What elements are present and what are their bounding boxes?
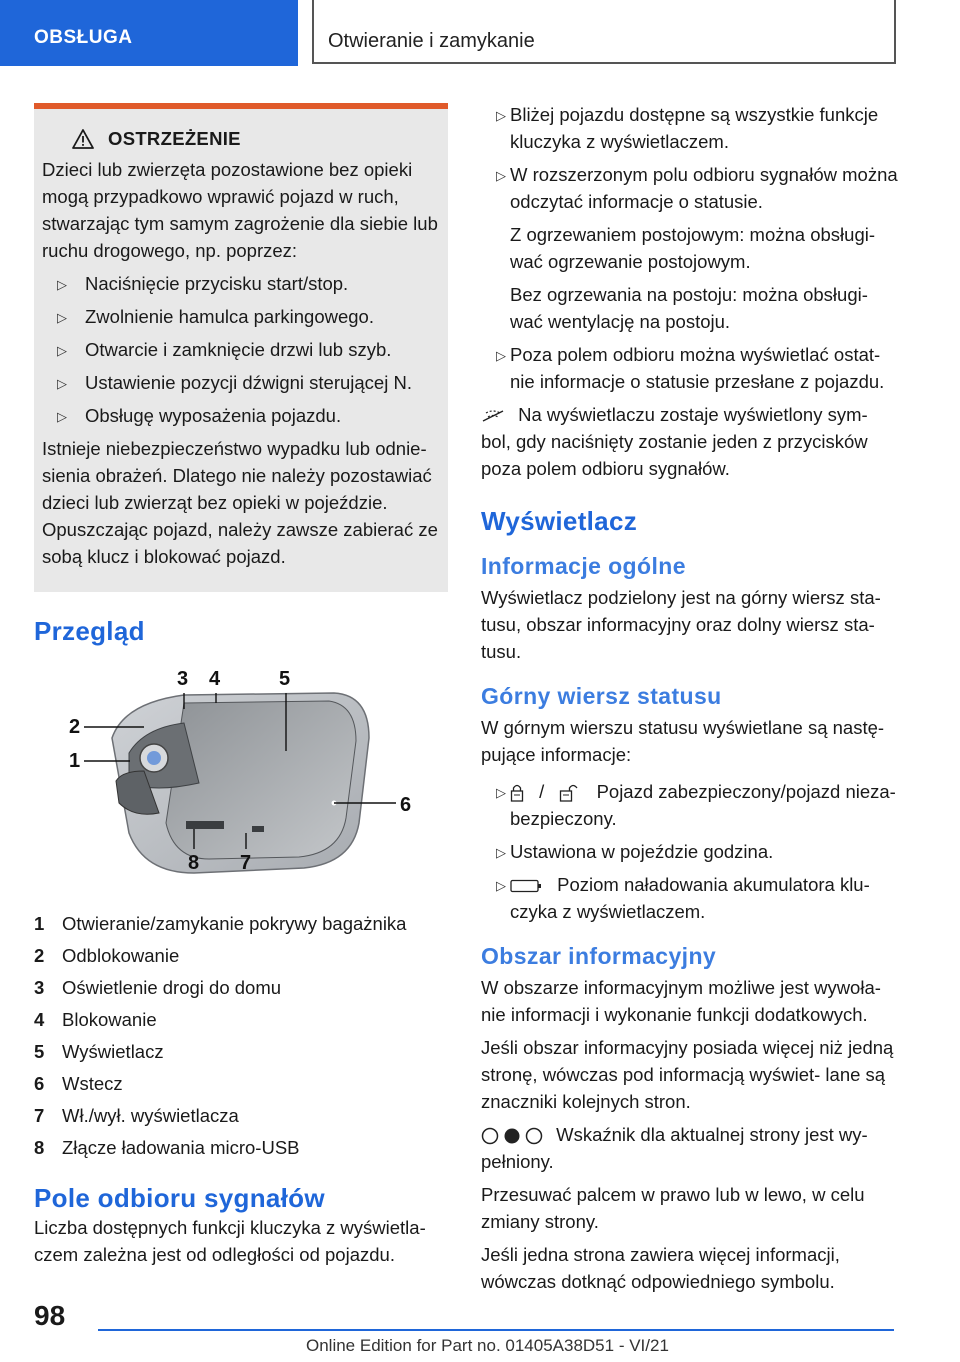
- legend-row: [34, 939, 448, 971]
- battery-text: Poziom naładowania akumulatora klu- czyka z wyświetlaczem.: [510, 874, 870, 922]
- callout-8: 8: [188, 852, 200, 874]
- legend-number: 2: [34, 944, 45, 966]
- unlocked-icon: [559, 783, 581, 803]
- range-heading: Pole odbioru sygnałów: [34, 1183, 325, 1213]
- page-indicator-dots-icon: [481, 1127, 543, 1145]
- range-bullet: ▷ W rozszerzonym polu odbioru sygnałów można odczytać informacje o statusie.: [481, 161, 899, 215]
- callout-4: 4: [209, 668, 221, 690]
- lock-separator: /: [539, 781, 545, 802]
- range-symbol-paragraph: [481, 401, 899, 482]
- top-status-heading: Górny wiersz statusu: [481, 683, 722, 709]
- warning-item: ▷ Otwarcie i zamknięcie drzwi lub szyb.: [42, 336, 440, 363]
- dots-text: Wskaźnik dla aktualnej strony jest wy- pełniony.: [481, 1124, 868, 1172]
- symbol-text: Na wyświetlaczu zostaje wyświetlony sym- bol, gdy naciśnięty zostanie jeden z przycisków poza polem odbioru sygnałów.: [481, 404, 868, 479]
- general-heading: Informacje ogólne: [481, 553, 686, 579]
- top-status-item-time: ▷ Ustawiona w pojeździe godzina.: [481, 838, 899, 865]
- key-figure: [34, 663, 448, 888]
- legend-number: 3: [34, 976, 45, 998]
- legend-text: Złącze ładowania micro-USB: [62, 1136, 300, 1158]
- callout-1: 1: [69, 750, 81, 772]
- out-of-range-icon: [481, 409, 505, 423]
- warning-title-text: OSTRZEŻENIE: [108, 128, 241, 149]
- legend-text: Wł./wył. wyświetlacza: [62, 1104, 239, 1126]
- callout-7: 7: [240, 852, 252, 874]
- battery-icon: [510, 879, 542, 893]
- legend-number: 8: [34, 1136, 45, 1158]
- figure-legend: [34, 907, 448, 1163]
- info-text-1: W obszarze informacyjnym możliwe jest wywoła- nie informacji i wykonanie funkcji dodatkowych.: [481, 977, 881, 1025]
- legend-number: 6: [34, 1072, 45, 1094]
- section-tab: [0, 0, 298, 66]
- legend-text: Blokowanie: [62, 1008, 157, 1030]
- legend-text: Otwieranie/zamykanie pokrywy bagażnika: [62, 912, 407, 934]
- display-heading: Wyświetlacz: [481, 506, 637, 536]
- warning-item: ▷ Obsługę wyposażenia pojazdu.: [42, 402, 440, 429]
- warning-item: ▷ Naciśnięcie przycisku start/stop.: [42, 270, 440, 297]
- locked-icon: [510, 783, 524, 803]
- legend-row: [34, 1099, 448, 1131]
- warning-triangle-icon: [72, 129, 94, 149]
- section-title: OBSŁUGA: [34, 27, 133, 48]
- key-fob-drawing: [112, 693, 369, 873]
- footer-divider: [98, 1329, 894, 1331]
- top-status-item-battery: [481, 871, 899, 925]
- page-number: 98: [34, 1300, 66, 1331]
- footer-edition: Online Edition for Part no. 01405A38D51 - VI/21: [306, 1336, 669, 1355]
- warning-outro: Istnieje niebezpieczeństwo wypadku lub odnie- sienia obrażeń. Dlatego nie należy pozostawiać dzieci lub zwierząt bez opieki w pojeździe. Opuszczając pojazd, należy zawsze zabierać ze sobą klucz i blokować pojazd.: [42, 438, 438, 567]
- legend-row: [34, 907, 448, 939]
- legend-number: 1: [34, 912, 45, 934]
- warning-box: [34, 103, 448, 592]
- legend-number: 5: [34, 1040, 45, 1062]
- callout-5: 5: [279, 668, 291, 690]
- warning-title: [42, 125, 440, 152]
- right-column: [481, 101, 899, 1295]
- legend-row: [34, 1067, 448, 1099]
- info-area-heading: Obszar informacyjny: [481, 943, 717, 969]
- info-text-2: Jeśli obszar informacyjny posiada więcej niż jedną stronę, wówczas pod informacją wyświet- lane są znaczniki kolejnych stron.: [481, 1037, 894, 1112]
- legend-number: 7: [34, 1104, 45, 1126]
- legend-row: [34, 1035, 448, 1067]
- range-sub-heating: Z ogrzewaniem postojowym: można obsługi- wać ogrzewanie postojowym.: [510, 224, 876, 272]
- legend-row: [34, 971, 448, 1003]
- swipe-text: Przesuwać palcem w prawo lub w lewo, w celu zmiany strony.: [481, 1184, 865, 1232]
- legend-row: [34, 1131, 448, 1163]
- legend-number: 4: [34, 1008, 45, 1030]
- legend-text: Odblokowanie: [62, 944, 180, 966]
- warning-intro: Dzieci lub zwierzęta pozostawione bez opieki mogą przypadkowo wprawić pojazd w ruch, stwarzając tym samym zagrożenie dla siebie lub ruchu drogowego, np. poprzez:: [42, 159, 438, 261]
- left-column: [34, 103, 448, 1268]
- chapter-title: Otwieranie i zamykanie: [328, 30, 535, 52]
- callout-3: 3: [177, 668, 189, 690]
- overview-heading: Przegląd: [34, 616, 145, 646]
- warning-item: ▷ Ustawienie pozycji dźwigni sterującej N.: [42, 369, 440, 396]
- range-text: Liczba dostępnych funkcji kluczyka z wyświetla- czem zależna jest od odległości od pojazdu.: [34, 1217, 426, 1265]
- legend-text: Oświetlenie drogi do domu: [62, 976, 282, 998]
- top-status-text: W górnym wierszu statusu wyświetlane są nastę- pujące informacje:: [481, 717, 885, 765]
- legend-text: Wyświetlacz: [62, 1040, 164, 1062]
- more-info-text: Jeśli jedna strona zawiera więcej informacji, wówczas dotknąć odpowiedniego symbolu.: [481, 1244, 840, 1292]
- top-status-item-lock: [481, 778, 899, 832]
- range-bullet: ▷ Bliżej pojazdu dostępne są wszystkie funkcje kluczyka z wyświetlaczem.: [481, 101, 899, 155]
- chapter-box: [312, 0, 896, 64]
- range-sub-ventilation: Bez ogrzewania na postoju: można obsługi- wać wentylację na postoju.: [510, 284, 868, 332]
- range-bullet: ▷ Poza polem odbioru można wyświetlać ostat- nie informacje o statusie przesłane z pojazdu.: [481, 341, 899, 395]
- general-text: Wyświetlacz podzielony jest na górny wiersz sta- tusu, obszar informacyjny oraz dolny wiersz sta- tusu.: [481, 587, 881, 662]
- page-dots-paragraph: [481, 1121, 899, 1175]
- page-header: [0, 0, 960, 66]
- legend-row: [34, 1003, 448, 1035]
- warning-item: ▷ Zwolnienie hamulca parkingowego.: [42, 303, 440, 330]
- lock-text: Pojazd zabezpieczony/pojazd nieza- bezpieczony.: [510, 781, 896, 829]
- callout-2: 2: [69, 716, 81, 738]
- callout-6: 6: [400, 794, 412, 816]
- legend-text: Wstecz: [62, 1072, 123, 1094]
